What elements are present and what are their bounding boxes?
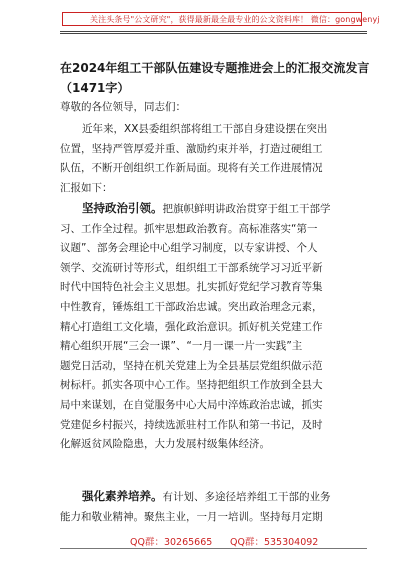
paragraph-line: 能力和敬业精神。聚焦主业，一月一培训。坚持每月定期 <box>60 510 323 523</box>
paragraph-line: 精心组织开展“三会一课”、“一月一课一片一实践”主 <box>60 340 303 353</box>
paragraph-line: 党建促乡村振兴，持续选派驻村工作队和第一书记，及时 <box>60 418 323 431</box>
section-quality-training <box>60 487 365 527</box>
footer-rule <box>60 548 367 549</box>
paragraph-line: 汇报如下： <box>60 181 113 194</box>
paragraph-line: 队伍，不断开创组织工作新局面。现将有关工作进展情况 <box>60 162 323 175</box>
section-political-leadership <box>60 199 365 455</box>
paragraph-line: 精心打造组工文化墙，强化政治意识。抓好机关党建工作 <box>60 320 323 333</box>
section-first-text: 有计划、多途径培养组工干部的业务 <box>162 491 331 503</box>
header-rule <box>60 31 367 32</box>
footer <box>0 534 408 548</box>
paragraph-line: 中性教育，锤炼组工干部政治忠诚。突出政治理念元素， <box>60 300 323 313</box>
title-line-1: 在2024年组工干部队伍建设专题推进会上的汇报交流发言 <box>60 61 370 75</box>
section-first-text: 把旗帜鲜明讲政治贯穿于组工干部学 <box>162 203 331 215</box>
top-banner-text: 关注头条号"公文研究"，获得最新最全最专业的公文资料库！ 微信：gongwenyj <box>90 15 380 24</box>
header-rule-double <box>60 33 367 34</box>
document-title <box>60 58 370 98</box>
paragraph-line: 近年来，XX县委组织部将组工干部自身建设摆在突出 <box>82 123 328 135</box>
footer-qq-group-2: QQ群：535304092 <box>230 537 319 548</box>
footer-qq-group-1: QQ群：30265665 <box>130 537 213 548</box>
paragraph-line: 题党日活动，坚持在机关党建上为全县基层党组织做示范 <box>60 359 323 372</box>
paragraph-line: 时代中国特色社会主义思想。扎实抓好党纪学习教育等集 <box>60 281 323 294</box>
paragraph-line: 树标杆。抓实各项中心工作。坚持把组织工作放到全县大 <box>60 379 323 392</box>
paragraph-line: 领学、交流研讨等形式，组织组工干部系统学习习近平新 <box>60 261 323 274</box>
section-first-line <box>60 199 365 220</box>
section-heading: 强化素养培养。 <box>82 489 163 503</box>
section-first-line <box>60 487 365 508</box>
section-heading: 坚持政治引领。 <box>82 201 163 215</box>
paragraph-line: 位置，坚持严管厚爱并重、激励约束并举，打造过硬组工 <box>60 142 323 155</box>
paragraph-line: 局中来谋划，在自觉服务中心大局中淬炼政治忠诚，抓实 <box>60 398 323 411</box>
salutation: 尊敬的各位领导，同志们： <box>60 101 186 113</box>
title-word-count: （1471字） <box>60 81 130 95</box>
paragraph-line: 化解返贫风险隐患，大力发展村级集体经济。 <box>60 438 270 451</box>
paragraph-line: 习、工作全过程。抓牢思想政治教育。高标准落实“第一 <box>60 222 318 235</box>
intro-paragraph <box>60 120 365 198</box>
paragraph-line: 议题”、部务会理论中心组学习制度，以专家讲授、个人 <box>60 242 318 255</box>
